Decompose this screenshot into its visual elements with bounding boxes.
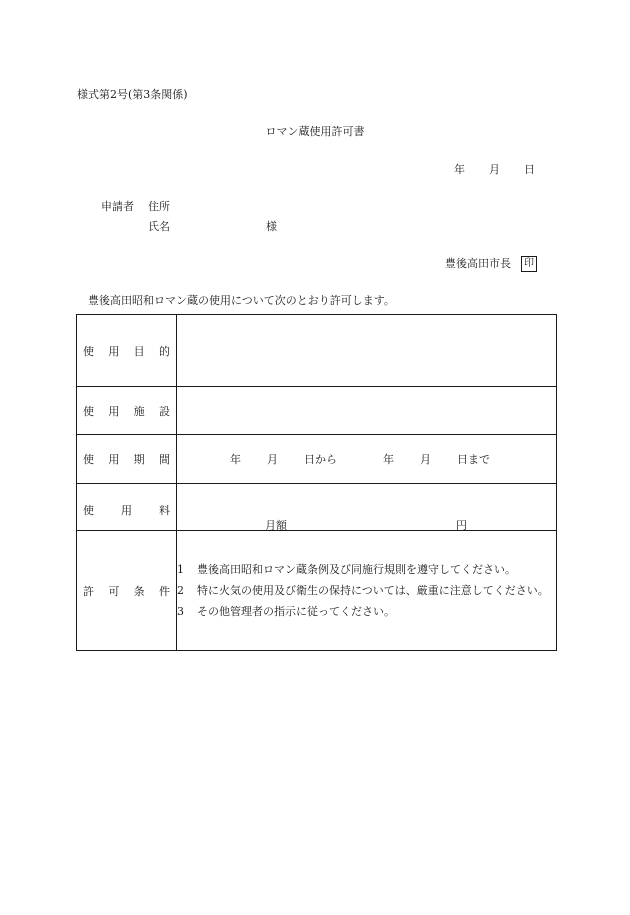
name-label: 氏名 xyxy=(148,220,170,233)
facility-value-cell xyxy=(177,387,557,435)
facility-label xyxy=(77,403,176,419)
to-year: 年 xyxy=(383,453,394,466)
label-char: 件 xyxy=(158,584,170,598)
label-char: 期 xyxy=(133,453,145,466)
row-period xyxy=(77,435,557,484)
to-month: 月 xyxy=(420,453,431,466)
label-char: 使 xyxy=(83,504,94,517)
condition-text: 豊後高田昭和ロマン蔵条例及び同施行規則を遵守してください。 xyxy=(197,563,516,576)
condition-number: 3 xyxy=(177,605,184,618)
permit-table xyxy=(76,314,557,651)
purpose-label xyxy=(77,343,176,359)
from-day: 日から xyxy=(304,453,337,466)
label-char: 目 xyxy=(133,344,145,358)
fee-label-cell xyxy=(77,484,177,531)
fee-monthly: 月額 xyxy=(265,519,287,532)
condition-number: 1 xyxy=(177,563,184,576)
label-char: 使 xyxy=(83,344,94,358)
intro-text: 豊後高田昭和ロマン蔵の使用について次のとおり許可します。 xyxy=(88,294,395,307)
period-range xyxy=(177,451,556,467)
label-char: 条 xyxy=(133,584,145,598)
document-title: ロマン蔵使用許可書 xyxy=(265,125,365,138)
label-char: 料 xyxy=(159,504,170,517)
condition-text: その他管理者の指示に従ってください。 xyxy=(197,605,395,618)
label-char: 許 xyxy=(83,584,94,598)
label-char: 可 xyxy=(108,584,120,598)
label-char: 用 xyxy=(121,504,132,517)
label-char: 使 xyxy=(83,404,94,418)
condition-item xyxy=(177,601,556,622)
address-label: 住所 xyxy=(148,200,170,213)
date-month: 月 xyxy=(489,163,500,176)
period-label-cell xyxy=(77,435,177,484)
applicant-label: 申請者 xyxy=(101,200,134,213)
label-char: 的 xyxy=(158,344,170,358)
conditions-list xyxy=(177,531,557,651)
issue-date xyxy=(454,161,535,177)
seal-mark: 印 xyxy=(521,256,537,272)
row-facility xyxy=(77,387,557,435)
label-char: 用 xyxy=(108,453,120,466)
to-day: 日まで xyxy=(457,453,490,466)
condition-item xyxy=(177,580,556,601)
period-value-cell xyxy=(177,435,557,484)
label-char: 使 xyxy=(83,453,94,466)
label-char: 用 xyxy=(108,404,120,418)
row-conditions xyxy=(77,531,557,651)
label-char: 設 xyxy=(158,404,170,418)
honorific: 様 xyxy=(266,220,277,233)
purpose-value-cell xyxy=(177,315,557,387)
period-label xyxy=(77,451,176,467)
label-char: 施 xyxy=(133,404,145,418)
facility-label-cell xyxy=(77,387,177,435)
row-purpose xyxy=(77,315,557,387)
from-year: 年 xyxy=(230,453,241,466)
condition-text: 特に火気の使用及び衛生の保持については、厳重に注意してください。 xyxy=(197,584,549,597)
date-day: 日 xyxy=(524,163,535,176)
label-char: 間 xyxy=(158,453,170,466)
label-char: 用 xyxy=(108,344,120,358)
purpose-label-cell xyxy=(77,315,177,387)
date-year: 年 xyxy=(454,163,465,176)
issuer-name: 豊後高田市長 xyxy=(445,257,511,270)
fee-yen: 円 xyxy=(456,519,467,532)
fee-value-cell xyxy=(177,484,557,531)
conditions-label-cell xyxy=(77,531,177,651)
row-fee xyxy=(77,484,557,531)
fee-label xyxy=(77,484,176,518)
conditions-label xyxy=(77,583,176,599)
from-month: 月 xyxy=(267,453,278,466)
form-number: 様式第2号(第3条関係) xyxy=(77,88,188,101)
condition-item xyxy=(177,559,556,580)
issuer xyxy=(445,255,537,272)
condition-number: 2 xyxy=(177,584,184,597)
